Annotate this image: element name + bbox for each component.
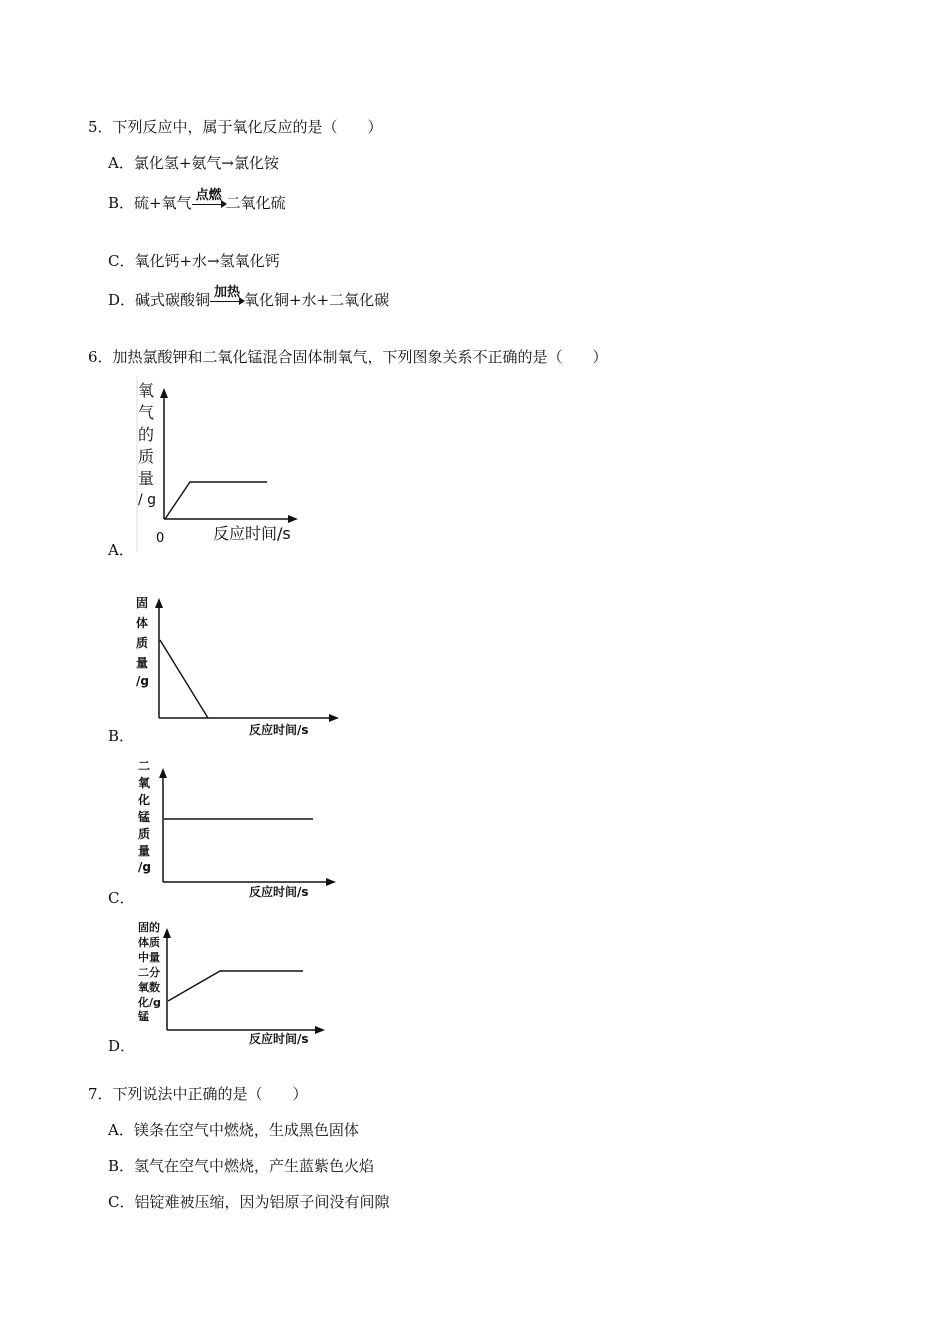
y-label-char: 氧 bbox=[138, 381, 155, 400]
reaction-condition: 加热 bbox=[214, 285, 241, 300]
reaction-condition: 点燃 bbox=[195, 188, 222, 203]
x-axis-arrow bbox=[326, 878, 336, 886]
y-label-char: 体 bbox=[136, 616, 149, 630]
y-label-char: 质 bbox=[138, 827, 151, 841]
origin-label: 0 bbox=[156, 531, 165, 546]
q5-option-a[interactable] bbox=[108, 152, 279, 173]
q6-stem: 6．加热氯酸钾和二氧化锰混合固体制氧气，下列图象关系不正确的是（ ） bbox=[88, 348, 608, 366]
products: 二氧化硫 bbox=[225, 194, 286, 212]
q6-graph-c bbox=[132, 756, 342, 904]
y-label-char: 氧数 bbox=[138, 981, 160, 994]
y-label-char: 固 bbox=[136, 596, 149, 610]
y-axis-arrow bbox=[159, 768, 167, 778]
data-line bbox=[160, 640, 208, 718]
y-label-char: 量 bbox=[136, 656, 149, 670]
option-letter: A． bbox=[108, 154, 134, 172]
x-axis-arrow bbox=[315, 1026, 325, 1034]
option-letter: A． bbox=[108, 1121, 134, 1139]
q6-option-d-letter[interactable]: D． bbox=[108, 1037, 136, 1055]
q6-graph-d bbox=[134, 918, 334, 1052]
y-label-char: /g bbox=[138, 860, 151, 874]
y-label-char: 化/g bbox=[138, 996, 161, 1009]
y-label-char: 量 bbox=[138, 469, 155, 488]
option-letter: B． bbox=[108, 194, 135, 212]
option-text: 氯化氢+氨气→氯化铵 bbox=[133, 154, 279, 172]
option-letter: C． bbox=[108, 252, 135, 270]
option-text: 铝锭难被压缩，因为铝原子间没有间隙 bbox=[134, 1193, 390, 1211]
y-label-char: 质 bbox=[138, 447, 155, 466]
y-label-char: 量 bbox=[138, 844, 151, 858]
y-label-char: 化 bbox=[138, 793, 151, 807]
y-label-char: 固的 bbox=[138, 921, 160, 934]
y-label-char: 氧 bbox=[138, 776, 151, 790]
reaction-arrow bbox=[192, 188, 226, 212]
q6-option-a-letter[interactable]: A． bbox=[108, 541, 134, 559]
y-label-char: 质 bbox=[136, 636, 149, 650]
y-label-char: 中量 bbox=[138, 951, 160, 964]
y-axis-arrow bbox=[160, 388, 168, 398]
y-label-char: 二 bbox=[138, 759, 151, 773]
option-text: 镁条在空气中燃烧，生成黑色固体 bbox=[133, 1121, 359, 1139]
data-line bbox=[168, 971, 303, 1001]
x-axis-label: 反应时间/s bbox=[213, 524, 291, 543]
y-label-char: / g bbox=[138, 492, 157, 508]
option-letter: D． bbox=[108, 291, 136, 309]
q5-option-d[interactable] bbox=[108, 285, 390, 310]
q7-option-b[interactable] bbox=[108, 1155, 374, 1176]
reaction-arrow bbox=[210, 285, 244, 309]
q6-option-b-letter[interactable]: B． bbox=[108, 727, 135, 745]
x-axis-label: 反应时间/s bbox=[249, 723, 309, 737]
x-axis-label: 反应时间/s bbox=[249, 1032, 309, 1046]
option-letter: C． bbox=[108, 1193, 135, 1211]
reactants: 碱式碳酸铜 bbox=[135, 291, 211, 309]
x-axis-arrow bbox=[288, 515, 298, 523]
q7-stem: 7．下列说法中正确的是（ ） bbox=[88, 1085, 308, 1103]
q5-stem: 5．下列反应中，属于氧化反应的是（ ） bbox=[88, 118, 383, 136]
q7-option-a[interactable] bbox=[108, 1119, 359, 1140]
x-axis-arrow bbox=[329, 714, 339, 722]
y-label-char: 气 bbox=[138, 403, 155, 422]
q6-graph-b bbox=[132, 592, 342, 742]
x-axis-label: 反应时间/s bbox=[249, 885, 309, 899]
y-label-char: 体质 bbox=[138, 936, 160, 949]
option-text: 氧化钙+水→氢氧化钙 bbox=[134, 252, 280, 270]
option-text: 氢气在空气中燃烧，产生蓝紫色火焰 bbox=[134, 1157, 375, 1175]
y-axis-arrow bbox=[155, 598, 163, 608]
products: 氧化铜+水+二氧化碳 bbox=[244, 291, 390, 309]
q5-option-b[interactable] bbox=[108, 188, 286, 213]
q7-option-c[interactable] bbox=[108, 1191, 390, 1212]
y-label-char: 锰 bbox=[138, 810, 151, 824]
q6-graph-a bbox=[134, 376, 334, 552]
y-axis-arrow bbox=[163, 928, 171, 938]
option-letter: B． bbox=[108, 1157, 135, 1175]
y-label-char: 的 bbox=[138, 425, 155, 444]
y-label-char: 锰 bbox=[138, 1010, 149, 1023]
data-line bbox=[165, 482, 267, 519]
y-label-char: 二分 bbox=[138, 966, 160, 979]
reactants: 硫+氧气 bbox=[134, 194, 192, 212]
q6-option-c-letter[interactable]: C． bbox=[108, 889, 135, 907]
y-label-char: /g bbox=[136, 674, 149, 688]
q5-option-c[interactable] bbox=[108, 250, 280, 271]
